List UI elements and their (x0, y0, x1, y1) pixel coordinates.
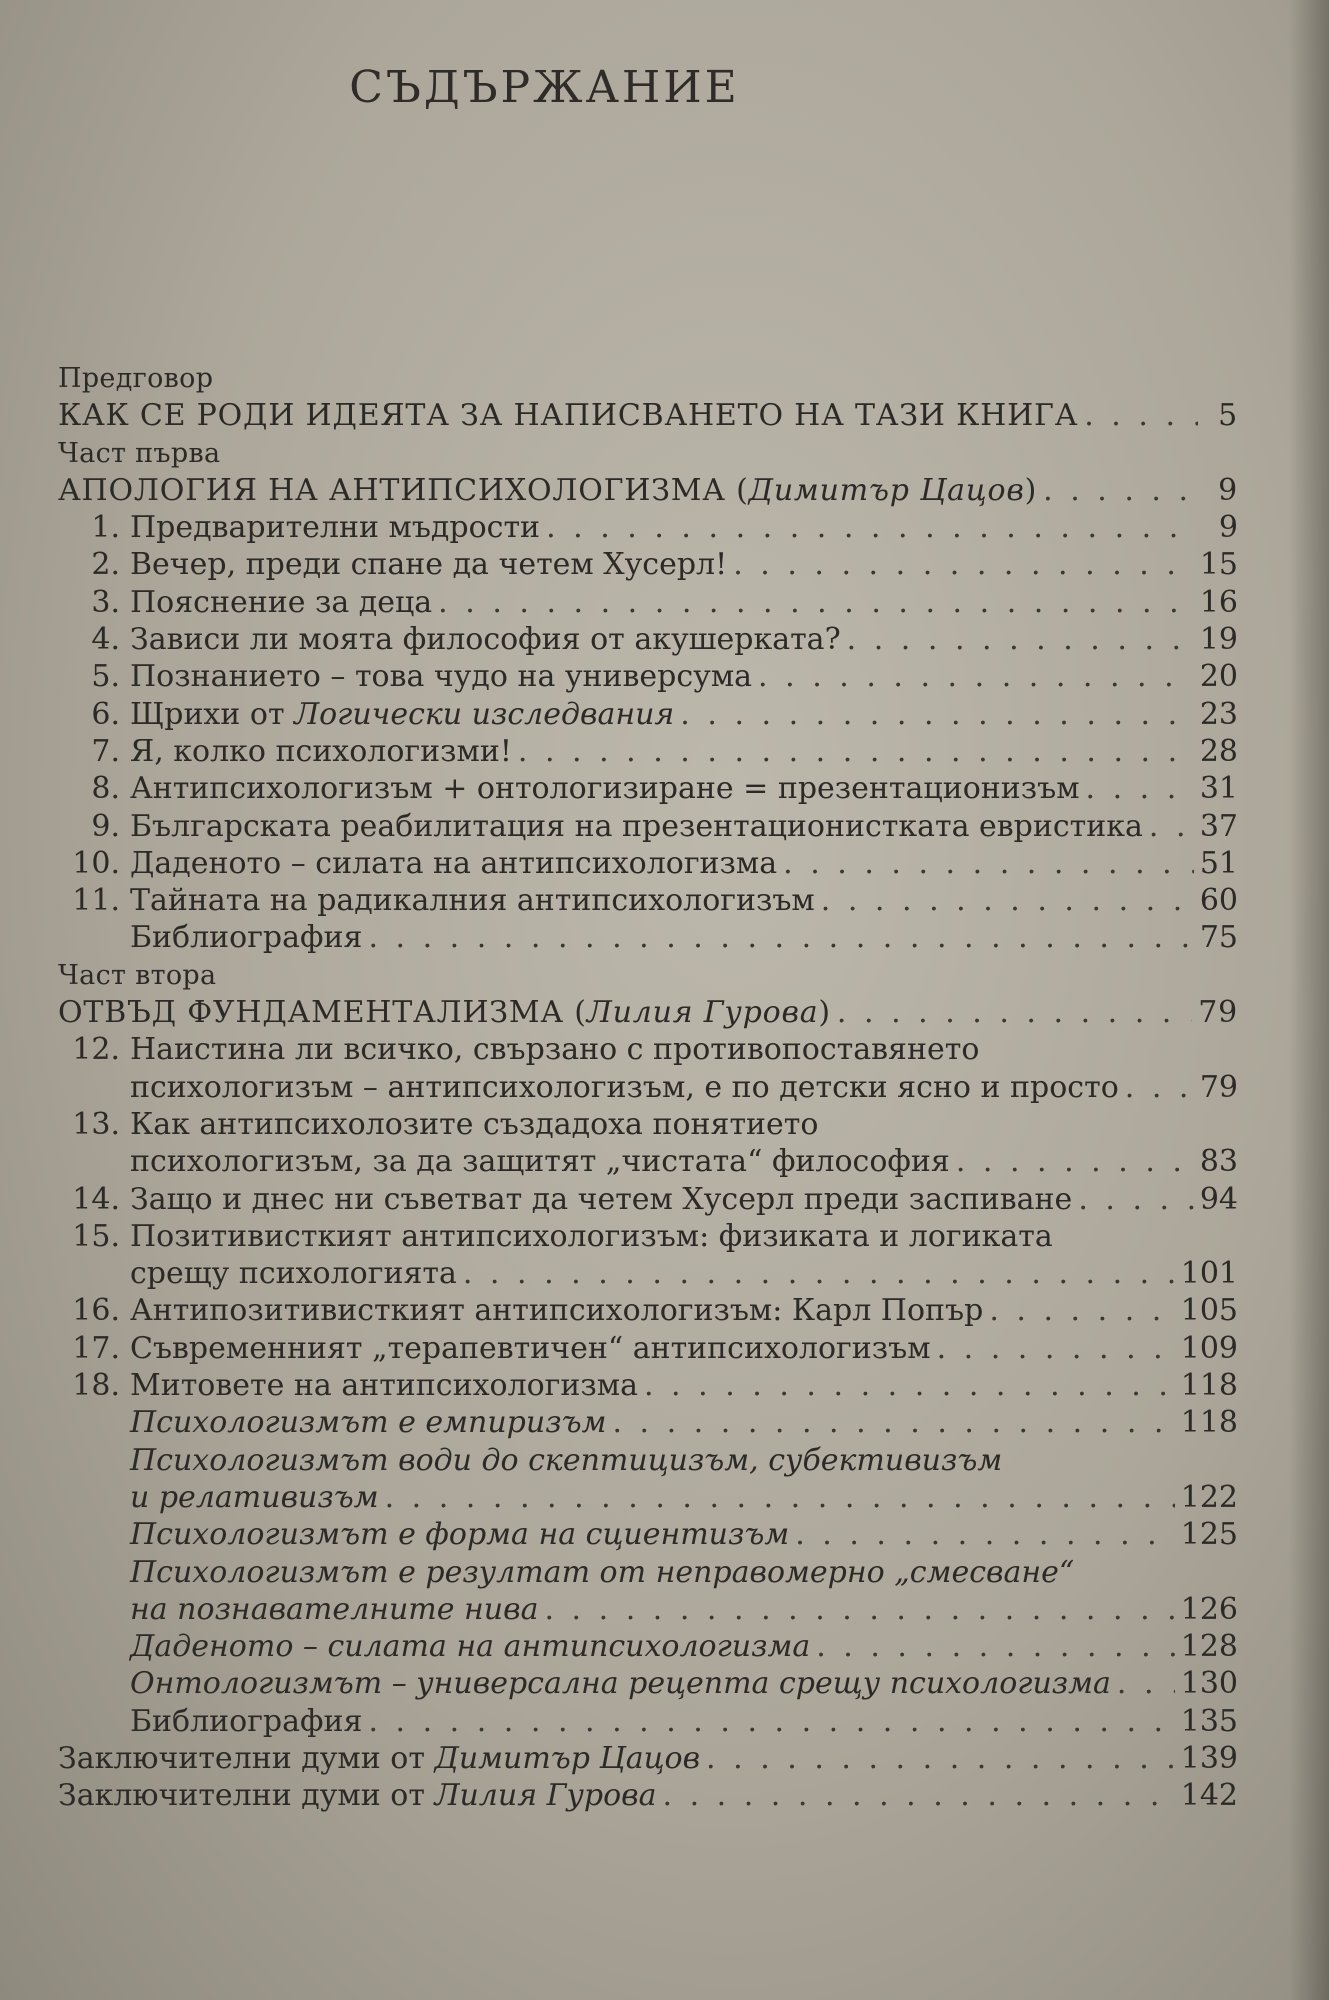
leader-dots (680, 696, 1194, 733)
leader-dots (368, 1703, 1174, 1740)
page-number: 51 (1199, 845, 1238, 881)
page-number: 130 (1180, 1666, 1238, 1702)
entry-number: 1. (91, 510, 120, 546)
page-number: 5 (1218, 398, 1238, 434)
leader-dots (663, 1777, 1175, 1814)
entry-number: 13. (72, 1106, 120, 1142)
entry-title: Психологизмът е форма на сциентизъм (130, 1517, 790, 1553)
author-name: Димитър Цацов (748, 472, 1025, 508)
entry-number: 17. (72, 1330, 120, 1366)
toc-entry-continuation (58, 1143, 1238, 1180)
toc-entry (58, 1292, 1238, 1329)
toc-subentry (58, 1665, 1238, 1702)
toc-entry (58, 1031, 1238, 1068)
page-number: 23 (1199, 696, 1238, 732)
page-number: 60 (1199, 883, 1238, 919)
leader-dots (956, 1143, 1194, 1180)
entry-title: Антипозитивисткият антипсихологизъм: Карл Попър (130, 1293, 984, 1329)
leader-dots (733, 546, 1194, 583)
entry-title: Наистина ли всичко, свързано с противопоставянето (130, 1032, 980, 1068)
toc-entry (58, 546, 1238, 583)
entry-title: Психологизмът е резултат от неправомерно „смесване“ (130, 1554, 1075, 1590)
toc-entry-continuation (58, 1069, 1238, 1106)
leader-dots (937, 1330, 1175, 1367)
toc-entry (58, 584, 1238, 621)
entry-title: Вечер, преди спане да четем Хусерл! (130, 547, 728, 583)
toc-entry (58, 1181, 1238, 1218)
toc-entry-part2 (58, 994, 1238, 1031)
entry-number: 16. (72, 1293, 120, 1329)
page-number: 15 (1199, 547, 1238, 583)
entry-title: Психологизмът е емпиризъм (130, 1405, 607, 1441)
toc-entry (58, 1218, 1238, 1255)
entry-number: 11. (72, 883, 120, 919)
entry-title: Психологизмът води до скептицизъм, субективизъм (130, 1442, 1003, 1478)
entry-number: 18. (72, 1368, 120, 1404)
leader-dots (783, 845, 1194, 882)
leader-dots (385, 1479, 1175, 1516)
leader-dots (544, 1591, 1174, 1628)
page-number: 94 (1199, 1181, 1238, 1217)
author-name: Лилия Гурова (586, 995, 819, 1031)
entry-title: на познавателните нива (130, 1591, 539, 1627)
entry-number: 8. (91, 771, 120, 807)
page-number: 31 (1199, 771, 1238, 807)
author-name: Лилия Гурова (434, 1778, 657, 1814)
page-number: 105 (1180, 1293, 1238, 1329)
entry-title: Митовете на антипсихологизма (130, 1368, 638, 1404)
author-name: Димитър Цацов (434, 1740, 701, 1776)
preface-label: Предговор (58, 363, 214, 394)
page-number: 139 (1180, 1740, 1238, 1776)
entry-title: срещу психологията (130, 1256, 457, 1292)
toc-entry-bibliography (58, 1703, 1238, 1740)
toc-entry (58, 658, 1238, 695)
entry-title: Съвременният „терапевтичен“ антипсихологизъм (130, 1330, 931, 1366)
page-number: 101 (1180, 1256, 1238, 1292)
entry-title: Българската реабилитация на презентационистката евристика (130, 808, 1143, 844)
toc-entry (58, 1106, 1238, 1143)
leader-dots (463, 1255, 1175, 1292)
leader-dots (546, 509, 1198, 546)
entry-title: Заключителни думи от Димитър Цацов (58, 1740, 701, 1776)
entry-number: 12. (72, 1032, 120, 1068)
entry-title: Даденото – силата на антипсихологизма (130, 1629, 811, 1665)
entry-title: Пояснение за деца (130, 584, 433, 620)
page-number: 126 (1180, 1591, 1238, 1627)
leader-dots (1125, 1069, 1194, 1106)
page-number: 75 (1199, 920, 1238, 956)
toc-entry-closing-1 (58, 1740, 1238, 1777)
entry-title: Онтологизмът – универсална рецепта срещу психологизма (130, 1666, 1111, 1702)
entry-number: 2. (91, 547, 120, 583)
toc-subentry (58, 1554, 1238, 1591)
leader-dots (1078, 1181, 1194, 1218)
entry-number: 3. (91, 584, 120, 620)
leader-dots (612, 1404, 1174, 1441)
part2-label: Част втора (58, 959, 217, 991)
entry-title: психологизъм – антипсихологизъм, е по детски ясно и просто (130, 1069, 1119, 1105)
toc-entry (58, 770, 1238, 807)
page-number: 142 (1180, 1778, 1238, 1814)
page-number: 135 (1180, 1703, 1238, 1739)
leader-dots (989, 1292, 1174, 1329)
leader-dots (1117, 1665, 1175, 1702)
page-number: 9 (1218, 510, 1238, 546)
toc-subentry-continuation (58, 1591, 1238, 1628)
page-edge-shadow (1289, 0, 1329, 2000)
toc-subentry-continuation (58, 1479, 1238, 1516)
toc-entry (58, 733, 1238, 770)
page-title: СЪДЪРЖАНИЕ (349, 62, 740, 113)
entry-title: Библиография (130, 920, 363, 956)
leader-dots (644, 1367, 1175, 1404)
toc-entry (58, 1367, 1238, 1404)
entry-title: Антипсихологизъм + онтологизиране = презентационизъм (130, 771, 1080, 807)
entry-title: КАК СЕ РОДИ ИДЕЯТА ЗА НАПИСВАНЕТО НА ТАЗИ КНИГА (58, 398, 1079, 434)
page-number: 83 (1199, 1144, 1238, 1180)
toc-entry-part1 (58, 472, 1238, 509)
toc-subentry (58, 1628, 1238, 1665)
entry-number: 10. (72, 845, 120, 881)
page-number: 128 (1180, 1629, 1238, 1665)
entry-title: Даденото – силата на антипсихологизма (130, 845, 778, 881)
entry-number: 4. (91, 622, 120, 658)
entry-number: 14. (72, 1181, 120, 1217)
page-number: 37 (1199, 808, 1238, 844)
entry-title: Щрихи от Логически изследвания (130, 696, 675, 732)
entry-number: 9. (91, 808, 120, 844)
entry-number: 7. (91, 733, 120, 769)
page-number: 109 (1180, 1330, 1238, 1366)
entry-title: Зависи ли моята философия от акушерката? (130, 622, 841, 658)
page-number: 118 (1180, 1368, 1238, 1404)
leader-dots (368, 919, 1193, 956)
toc-entry-preface (58, 397, 1238, 434)
toc-entry (58, 845, 1238, 882)
toc-entry (58, 808, 1238, 845)
leader-dots (518, 733, 1194, 770)
entry-title: Библиография (130, 1703, 363, 1739)
toc-entry-closing-2 (58, 1777, 1238, 1814)
toc-subentry (58, 1442, 1238, 1479)
page-number: 118 (1180, 1405, 1238, 1441)
leader-dots (438, 584, 1194, 621)
page-number: 79 (1199, 1069, 1238, 1105)
leader-dots (1084, 397, 1198, 434)
entry-title: АПОЛОГИЯ НА АНТИПСИХОЛОГИЗМА (Димитър Цацов) (58, 472, 1038, 508)
entry-title: ОТВЪД ФУНДАМЕНТАЛИЗМА (Лилия Гурова) (58, 995, 831, 1031)
entry-title: Предварителни мъдрости (130, 510, 541, 546)
leader-dots (837, 994, 1192, 1031)
entry-title: Познанието – това чудо на универсума (130, 659, 753, 695)
table-of-contents (58, 360, 1238, 1815)
leader-dots (758, 658, 1194, 695)
page-number: 19 (1199, 622, 1238, 658)
page-number: 28 (1199, 733, 1238, 769)
page-number: 20 (1199, 659, 1238, 695)
leader-dots (1149, 808, 1194, 845)
toc-entry (58, 696, 1238, 733)
part1-label: Част първа (58, 437, 221, 469)
entry-title: Защо и днес ни съветват да четем Хусерл преди заспиване (130, 1181, 1073, 1217)
leader-dots (821, 882, 1194, 919)
leader-dots (847, 621, 1194, 658)
toc-entry-continuation (58, 1255, 1238, 1292)
toc-subentry (58, 1516, 1238, 1553)
leader-dots (816, 1628, 1175, 1665)
leader-dots (1086, 770, 1194, 807)
entry-title: Тайната на радикалния антипсихологизъм (130, 883, 815, 919)
page-number: 16 (1199, 584, 1238, 620)
entry-number: 6. (91, 696, 120, 732)
entry-number: 15. (72, 1218, 120, 1254)
entry-number: 5. (91, 659, 120, 695)
toc-entry (58, 882, 1238, 919)
page-number: 79 (1198, 995, 1238, 1031)
toc-entry (58, 1330, 1238, 1367)
entry-title: психологизъм, за да защитят „чистата“ философия (130, 1144, 950, 1180)
leader-dots (795, 1516, 1175, 1553)
entry-title: Заключителни думи от Лилия Гурова (58, 1778, 657, 1814)
entry-title: и релативизъм (130, 1479, 379, 1515)
entry-title: Как антипсихолозите създадоха понятието (130, 1106, 819, 1142)
toc-entry (58, 621, 1238, 658)
page-number: 9 (1218, 472, 1238, 508)
toc-entry (58, 509, 1238, 546)
leader-dots (706, 1740, 1175, 1777)
entry-title: Я, колко психологизми! (130, 733, 512, 769)
leader-dots (1043, 472, 1198, 509)
toc-entry-bibliography (58, 919, 1238, 956)
entry-title: Позитивисткият антипсихологизъм: физиката и логиката (130, 1218, 1053, 1254)
page-number: 125 (1180, 1517, 1238, 1553)
page-number: 122 (1180, 1479, 1238, 1515)
toc-subentry (58, 1404, 1238, 1441)
